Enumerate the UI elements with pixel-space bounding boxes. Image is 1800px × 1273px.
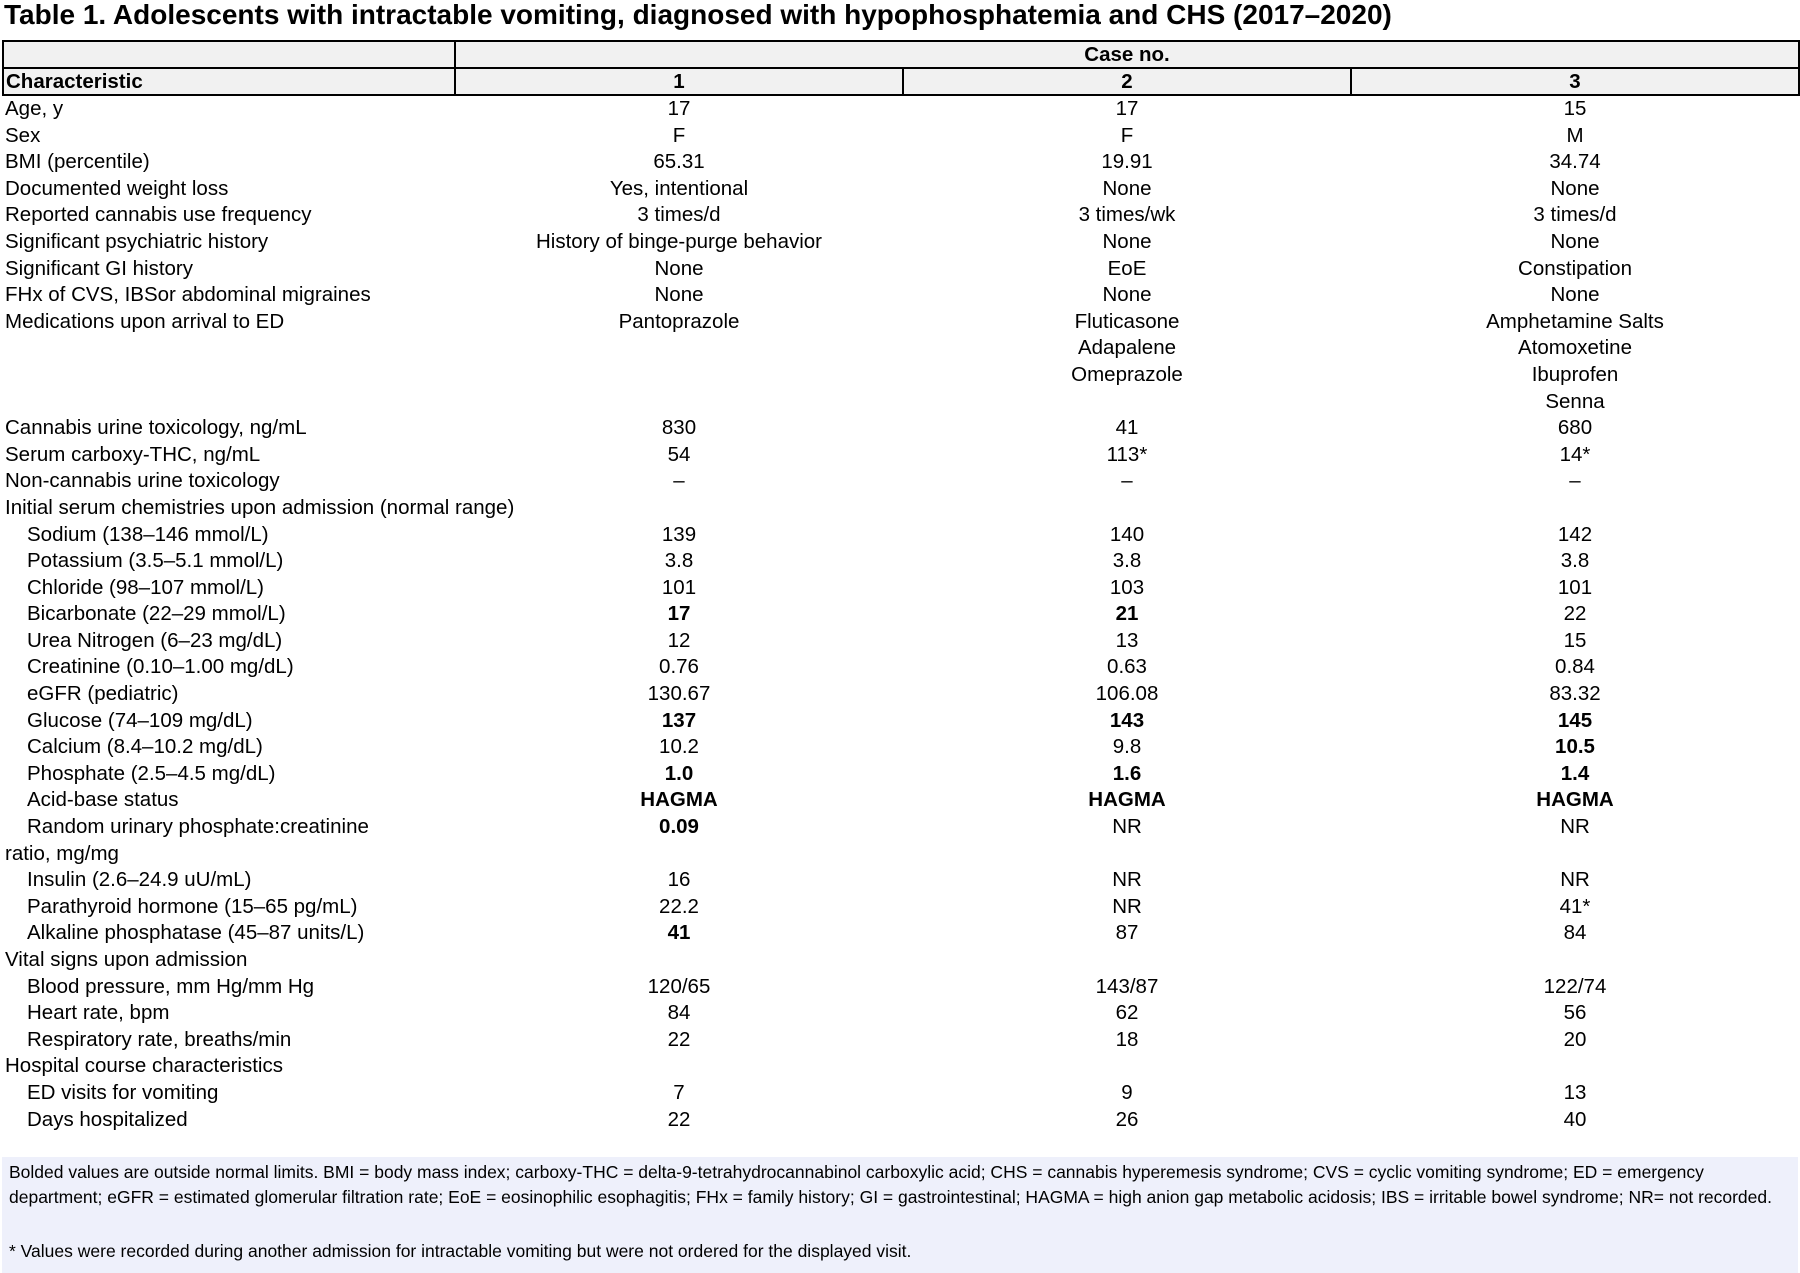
header-row-group [3,41,1799,68]
cell-case-2: None [1102,176,1152,200]
cell-case-1: 0.09 [659,815,699,839]
cell-case-1: 120/65 [647,974,711,998]
cell-case-1: 101 [661,575,697,599]
cell-case-1: 17 [667,602,691,626]
row-label: Non-cannabis urine toxicology [5,469,280,493]
medication-item: Amphetamine Salts [1486,309,1664,333]
cell-case-1: None [654,256,704,280]
cell-case-1: 65.31 [653,150,705,174]
cell-case-2: 143 [1109,708,1145,732]
table-row [3,1107,1799,1134]
cell-case-1: HAGMA [640,788,718,812]
cell-case-2: 13 [1115,628,1139,652]
table-row [3,894,1799,921]
row-label: Sodium (138–146 mmol/L) [27,522,269,546]
cell-case-3: 3.8 [1560,549,1590,573]
cell-case-2: – [1121,469,1133,493]
row-label: Documented weight loss [5,176,229,200]
cell-case-3: NR [1560,815,1590,839]
cell-case-3: HAGMA [1536,788,1614,812]
section-label: Hospital course characteristics [5,1054,283,1078]
section-row-hospital-course [3,1053,1799,1080]
section-row-vitals [3,947,1799,974]
row-label: BMI (percentile) [5,150,150,174]
table-row [3,468,1799,495]
cell-case-2: NR [1112,868,1142,892]
cell-case-3: 84 [1563,921,1587,945]
table-row [3,282,1799,309]
cell-case-1: 7 [673,1080,685,1104]
table-row [3,202,1799,229]
cell-case-1: 0.76 [659,655,699,679]
row-label-continued: ratio, mg/mg [5,841,119,865]
row-label: eGFR (pediatric) [27,682,179,706]
cell-case-2: 103 [1109,575,1145,599]
table-row [3,123,1799,150]
cell-case-1: Yes, intentional [609,176,749,200]
cell-case-1: 137 [661,708,697,732]
cell-case-3: 15 [1563,97,1587,120]
medication-item: Ibuprofen [1531,362,1619,386]
row-label: Parathyroid hormone (15–65 pg/mL) [27,894,358,918]
cell-case-2: 3.8 [1112,549,1142,573]
row-label: Chloride (98–107 mmol/L) [27,575,265,599]
cell-case-3: None [1550,229,1600,253]
medication-item: Atomoxetine [1518,336,1632,360]
row-label: Significant GI history [5,256,193,280]
row-label: ED visits for vomiting [27,1080,219,1104]
section-row-chemistries [3,495,1799,522]
table-row [3,229,1799,256]
header-row-cases [3,68,1799,95]
cell-case-3: M [1566,123,1584,147]
table-row [3,575,1799,602]
cell-case-2: 0.63 [1107,655,1147,679]
cell-case-1: 41 [667,921,691,945]
cell-case-3: 15 [1563,628,1587,652]
table-row [3,974,1799,1001]
table-row [3,548,1799,575]
cell-case-3: 142 [1557,522,1593,546]
cell-case-2: 18 [1115,1027,1139,1051]
row-label: Heart rate, bpm [27,1001,170,1025]
cell-case-2: EoE [1107,256,1147,280]
asterisk-footnote: * Values were recorded during another admission for intractable vomiting but were not ordered for the displayed visit. [9,1241,912,1261]
header-blank-cell [3,41,455,68]
section-label: Vital signs upon admission [5,948,248,971]
cell-case-2: HAGMA [1088,788,1166,812]
cell-case-3: None [1550,176,1600,200]
row-label: FHx of CVS, IBSor abdominal migraines [5,283,371,307]
medication-item: Omeprazole [1071,362,1183,386]
row-label: Blood pressure, mm Hg/mm Hg [27,974,315,998]
cell-case-2: 9 [1121,1080,1133,1104]
row-label: Phosphate (2.5–4.5 mg/dL) [27,761,276,785]
medication-item: Fluticasone [1074,309,1180,333]
characteristic-header: Characteristic [3,68,455,95]
table-row [3,1080,1799,1107]
row-label: Calcium (8.4–10.2 mg/dL) [27,735,263,759]
cell-case-1 [455,309,903,415]
row-label: Days hospitalized [27,1107,188,1131]
case-header-1: 1 [455,68,903,95]
cell-case-2: None [1102,229,1152,253]
cell-case-1: – [673,469,685,493]
data-table [2,40,1800,1133]
cell-case-3: Constipation [1518,256,1632,280]
cell-case-2: 1.6 [1112,761,1142,785]
table-row [3,522,1799,549]
cell-case-2: 9.8 [1112,735,1142,759]
medication-item: Adapalene [1077,336,1177,360]
table-row-ratio-continued [3,841,1799,868]
table-row [3,149,1799,176]
case-group-header: Case no. [455,41,1799,68]
cell-case-1: 3.8 [664,549,694,573]
table-row-ratio [3,814,1799,841]
cell-case-3: 14* [1559,442,1591,466]
cell-case-1: 16 [667,868,691,892]
table-row [3,708,1799,735]
cell-case-3: 56 [1563,1001,1587,1025]
table-row [3,654,1799,681]
cell-case-1: None [654,283,704,307]
cell-case-2: 41 [1115,416,1139,440]
medication-item: Senna [1545,389,1605,413]
cell-case-1: 10.2 [659,735,699,759]
cell-case-2: 19.91 [1101,150,1153,174]
row-label: Reported cannabis use frequency [5,203,312,227]
table-row [3,734,1799,761]
cell-case-3: 122/74 [1543,974,1607,998]
cell-case-1: 17 [667,97,691,120]
cell-case-2: F [1120,123,1134,147]
cell-case-3: 145 [1557,708,1593,732]
cell-case-2: 113* [1106,442,1148,466]
cell-case-2: 26 [1115,1107,1139,1131]
row-label: Respiratory rate, breaths/min [27,1027,292,1051]
case-header-3: 3 [1351,68,1799,95]
table-row [3,1000,1799,1027]
cell-case-1: 54 [667,442,691,466]
cell-case-3 [1351,309,1799,415]
cell-case-2: 17 [1115,97,1139,120]
row-label: Bicarbonate (22–29 mmol/L) [27,602,286,626]
table-footnotes [2,1157,1798,1273]
cell-case-1: 22 [667,1107,691,1131]
row-label: Potassium (3.5–5.1 mmol/L) [27,549,284,573]
cell-case-3: 101 [1557,575,1593,599]
table-row [3,787,1799,814]
table-row [3,95,1799,123]
row-label: Medications upon arrival to ED [5,309,285,333]
row-label: Serum carboxy-THC, ng/mL [5,442,261,466]
row-label: Sex [5,123,41,147]
cell-case-1: 139 [661,522,697,546]
table-row [3,920,1799,947]
cell-case-1: 12 [667,628,691,652]
cell-case-2: 106.08 [1095,682,1159,706]
cell-case-2: 3 times/wk [1078,203,1176,227]
row-label: Age, y [5,97,64,120]
cell-case-2: 62 [1115,1001,1139,1025]
section-label: Initial serum chemistries upon admission (normal range) [5,495,515,519]
table-row [3,681,1799,708]
row-label: Acid-base status [27,788,179,812]
cell-case-3: 41* [1559,894,1591,918]
cell-case-2: 140 [1109,522,1145,546]
cell-case-3: 10.5 [1555,735,1595,759]
cell-case-3: 0.84 [1555,655,1595,679]
cell-case-2 [903,309,1351,415]
table-row [3,442,1799,469]
cell-case-3: 20 [1563,1027,1587,1051]
table-title: Table 1. Adolescents with intractable vomiting, diagnosed with hypophosphatemia and CHS (2017–2020) [4,0,1392,30]
medication-item: Pantoprazole [618,309,740,333]
cell-case-2: NR [1112,894,1142,918]
row-label: Cannabis urine toxicology, ng/mL [5,416,307,440]
row-label: Creatinine (0.10–1.00 mg/dL) [27,655,294,679]
row-label: Urea Nitrogen (6–23 mg/dL) [27,628,283,652]
cell-case-2: 143/87 [1095,974,1159,998]
cell-case-3: 40 [1563,1107,1587,1131]
row-label: Glucose (74–109 mg/dL) [27,708,253,732]
cell-case-2: 87 [1115,921,1139,945]
cell-case-1: 830 [661,416,697,440]
table-row-medications [3,309,1799,415]
cell-case-2: None [1102,283,1152,307]
table-row [3,761,1799,788]
table-row [3,176,1799,203]
cell-case-1: 1.0 [664,761,694,785]
cell-case-3: 680 [1557,416,1593,440]
table-row [3,1027,1799,1054]
cell-case-1: F [672,123,686,147]
cell-case-1: 22.2 [659,894,699,918]
cell-case-3: 1.4 [1560,761,1590,785]
case-header-2: 2 [903,68,1351,95]
row-label: Insulin (2.6–24.9 uU/mL) [27,868,252,892]
cell-case-1: 22 [667,1027,691,1051]
cell-case-3: NR [1560,868,1590,892]
cell-case-3: 83.32 [1549,682,1601,706]
table-row [3,601,1799,628]
table-row [3,867,1799,894]
row-label: Significant psychiatric history [5,229,269,253]
cell-case-3: – [1569,469,1581,493]
cell-case-1: History of binge-purge behavior [535,229,823,253]
row-label: Alkaline phosphatase (45–87 units/L) [27,921,365,945]
cell-case-3: 22 [1563,602,1587,626]
cell-case-3: 13 [1563,1080,1587,1104]
cell-case-1: 130.67 [647,682,711,706]
row-label: Random urinary phosphate:creatinine [27,815,369,839]
table-row [3,628,1799,655]
table-row [3,415,1799,442]
cell-case-2: NR [1112,815,1142,839]
table-row [3,256,1799,283]
cell-case-1: 84 [667,1001,691,1025]
cell-case-3: None [1550,283,1600,307]
cell-case-1: 3 times/d [637,203,721,227]
cell-case-3: 34.74 [1549,150,1601,174]
cell-case-3: 3 times/d [1533,203,1617,227]
cell-case-2: 21 [1115,602,1139,626]
abbreviations-footnote: Bolded values are outside normal limits. BMI = body mass index; carboxy-THC = delta-9-tetrahydrocannabinol carboxylic acid; CHS = cannabis hyperemesis syndrome; CVS = cyclic vomiting syndrome; ED = emergency department; eGFR = estimated glomerular filtration rate; EoE = eosinophilic esophagitis; FHx = family history; GI = gastrointestinal; HAGMA = high anion gap metabolic acidosis; IBS = irritable bowel syndrome; NR= not recorded. [9,1162,1772,1207]
